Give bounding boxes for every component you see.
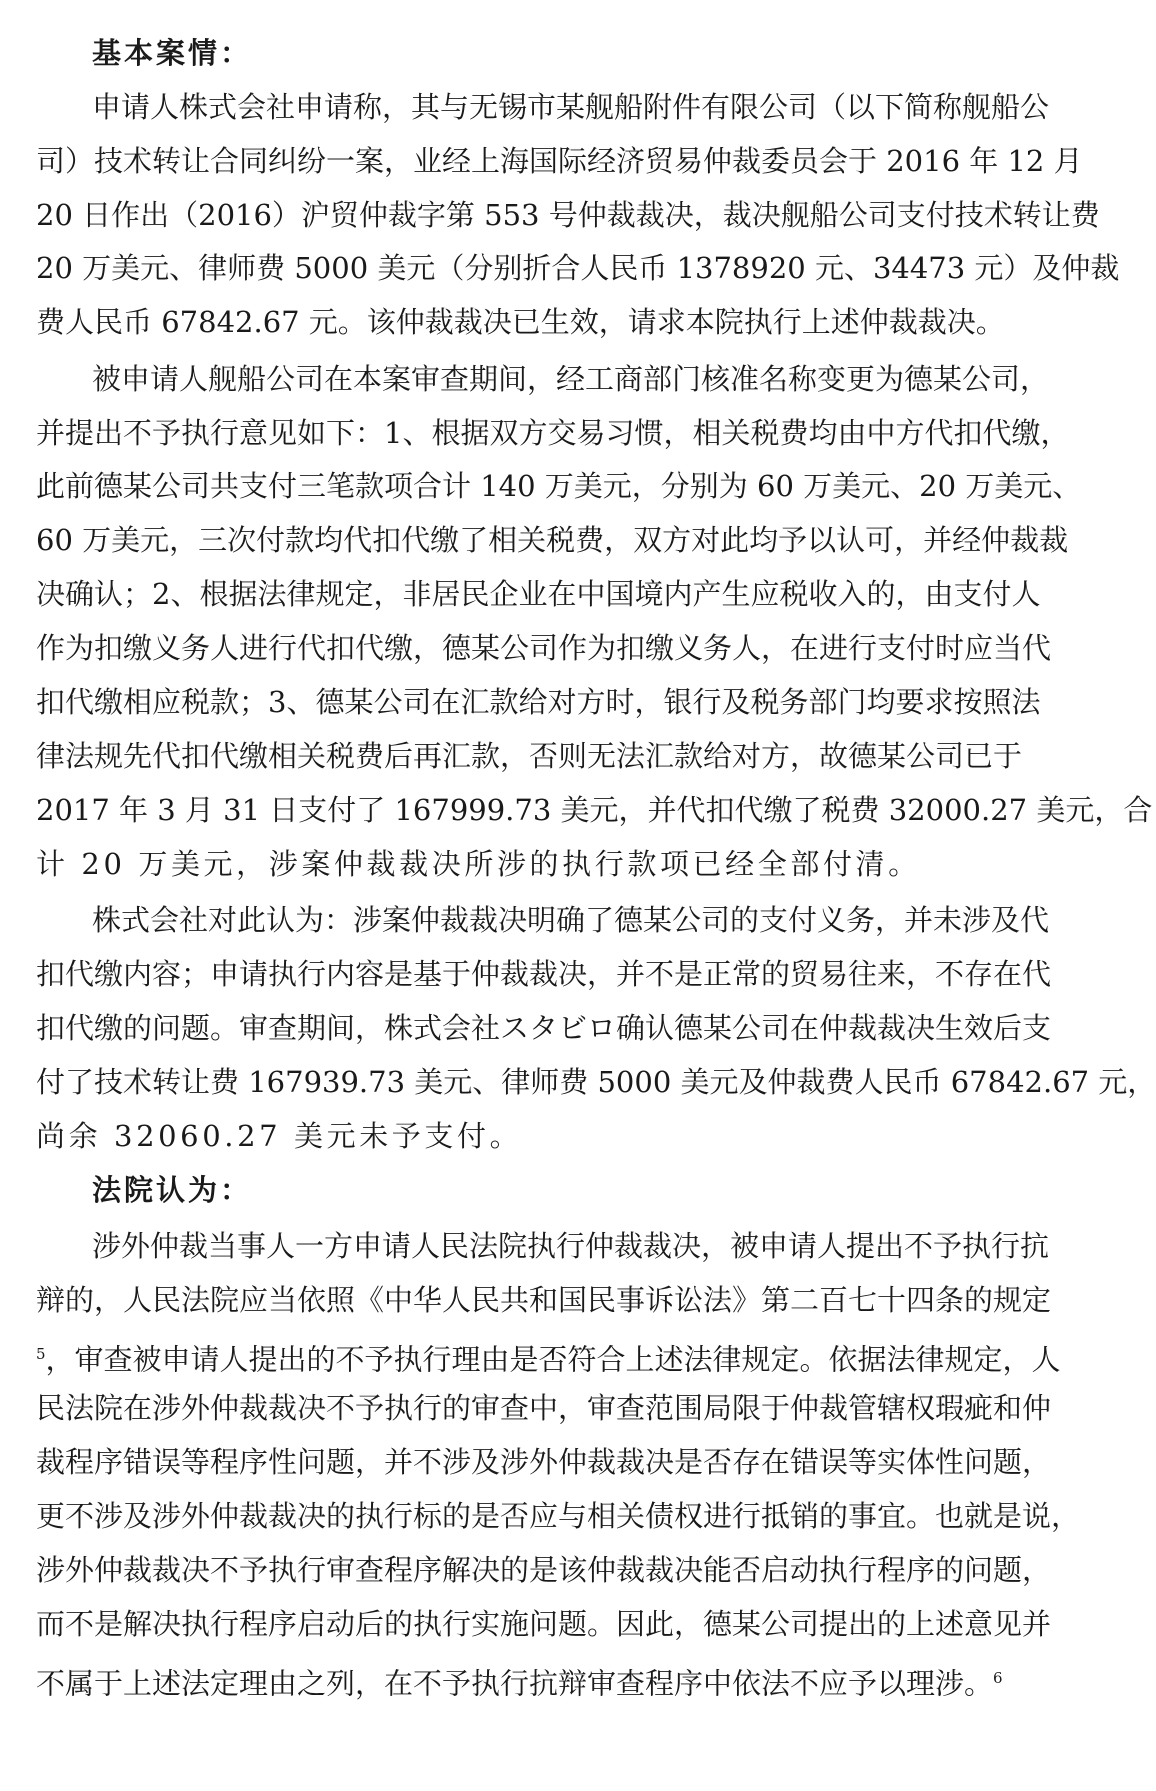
paragraph-line-with-footnote [36,1658,1003,1701]
paragraph-line: 株式会社对此认为：涉案仲裁裁决明确了德某公司的支付义务，并未涉及代 [92,903,1050,937]
paragraph-line: 决确认；2、根据法律规定，非居民企业在中国境内产生应税收入的，由支付人 [36,577,1041,611]
paragraph-line: 扣代缴的问题。审查期间，株式会社スタビロ确认德某公司在仲裁裁决生效后支 [36,1011,1052,1045]
paragraph-line: 20 日作出（2016）沪贸仲裁字第 553 号仲裁裁决，裁决舰船公司支付技术转让费 [36,198,1100,232]
paragraph-line: 民法院在涉外仲裁裁决不予执行的审查中，审查范围局限于仲裁管辖权瑕疵和仲 [36,1391,1052,1425]
paragraph-line: 涉外仲裁裁决不予执行审查程序解决的是该仲裁裁决能否启动执行程序的问题， [36,1553,1052,1587]
paragraph-line: 裁程序错误等程序性问题，并不涉及涉外仲裁裁决是否存在错误等实体性问题， [36,1445,1052,1479]
paragraph-line: 尚余 32060.27 美元未予支付。 [36,1119,523,1153]
paragraph-text: 不属于上述法定理由之列，在不予执行抗辩审查程序中依法不应予以理涉。 [36,1666,994,1701]
paragraph-line: 作为扣缴义务人进行代扣代缴，德某公司作为扣缴义务人，在进行支付时应当代 [36,631,1052,665]
paragraph-line: 此前德某公司共支付三笔款项合计 140 万美元，分别为 60 万美元、20 万美元、 [36,469,1082,503]
paragraph-line: 20 万美元、律师费 5000 美元（分别折合人民币 1378920 元、34473 元）及仲裁 [36,251,1120,285]
paragraph-line: 被申请人舰船公司在本案审查期间，经工商部门核准名称变更为德某公司， [92,362,1050,396]
paragraph-line: 司）技术转让合同纠纷一案，业经上海国际经济贸易仲裁委员会于 2016 年 12 月 [36,144,1083,178]
paragraph-line-with-footnote [36,1334,1061,1377]
paragraph-line: 申请人株式会社申请称，其与无锡市某舰船附件有限公司（以下简称舰船公 [92,90,1050,124]
paragraph-line: 2017 年 3 月 31 日支付了 167999.73 美元，并代扣代缴了税费 32000.27 美元，合 [36,793,1153,827]
paragraph-line: 扣代缴相应税款；3、德某公司在汇款给对方时，银行及税务部门均要求按照法 [36,685,1041,719]
paragraph-line: 扣代缴内容；申请执行内容是基于仲裁裁决，并不是正常的贸易往来，不存在代 [36,957,1052,991]
paragraph-line: 60 万美元，三次付款均代扣代缴了相关税费，双方对此均予以认可，并经仲裁裁 [36,523,1069,557]
paragraph-line: 计 20 万美元，涉案仲裁裁决所涉的执行款项已经全部付清。 [36,847,921,881]
section-heading-court-opinion: 法院认为： [92,1173,253,1207]
paragraph-line: 律法规先代扣代缴相关税费后再汇款，否则无法汇款给对方，故德某公司已于 [36,739,1023,773]
paragraph-line: 更不涉及涉外仲裁裁决的执行标的是否应与相关债权进行抵销的事宜。也就是说， [36,1499,1081,1533]
paragraph-line: 涉外仲裁当事人一方申请人民法院执行仲裁裁决，被申请人提出不予执行抗 [92,1229,1050,1263]
paragraph-line: 费人民币 67842.67 元。该仲裁裁决已生效，请求本院执行上述仲裁裁决。 [36,305,1005,339]
section-heading-basic-facts: 基本案情： [92,36,253,70]
paragraph-text: ，审查被申请人提出的不予执行理由是否符合上述法律规定。依据法律规定，人 [45,1342,1061,1377]
paragraph-line: 付了技术转让费 167939.73 美元、律师费 5000 美元及仲裁费人民币 67842.67 元， [36,1065,1156,1099]
footnote-marker[interactable]: 6 [993,1669,1003,1687]
footnote-marker[interactable]: 5 [36,1345,46,1363]
paragraph-line: 辩的，人民法院应当依照《中华人民共和国民事诉讼法》第二百七十四条的规定 [36,1283,1052,1317]
paragraph-line: 并提出不予执行意见如下：1、根据双方交易习惯，相关税费均由中方代扣代缴， [36,416,1070,450]
paragraph-line: 而不是解决执行程序启动后的执行实施问题。因此，德某公司提出的上述意见并 [36,1607,1052,1641]
